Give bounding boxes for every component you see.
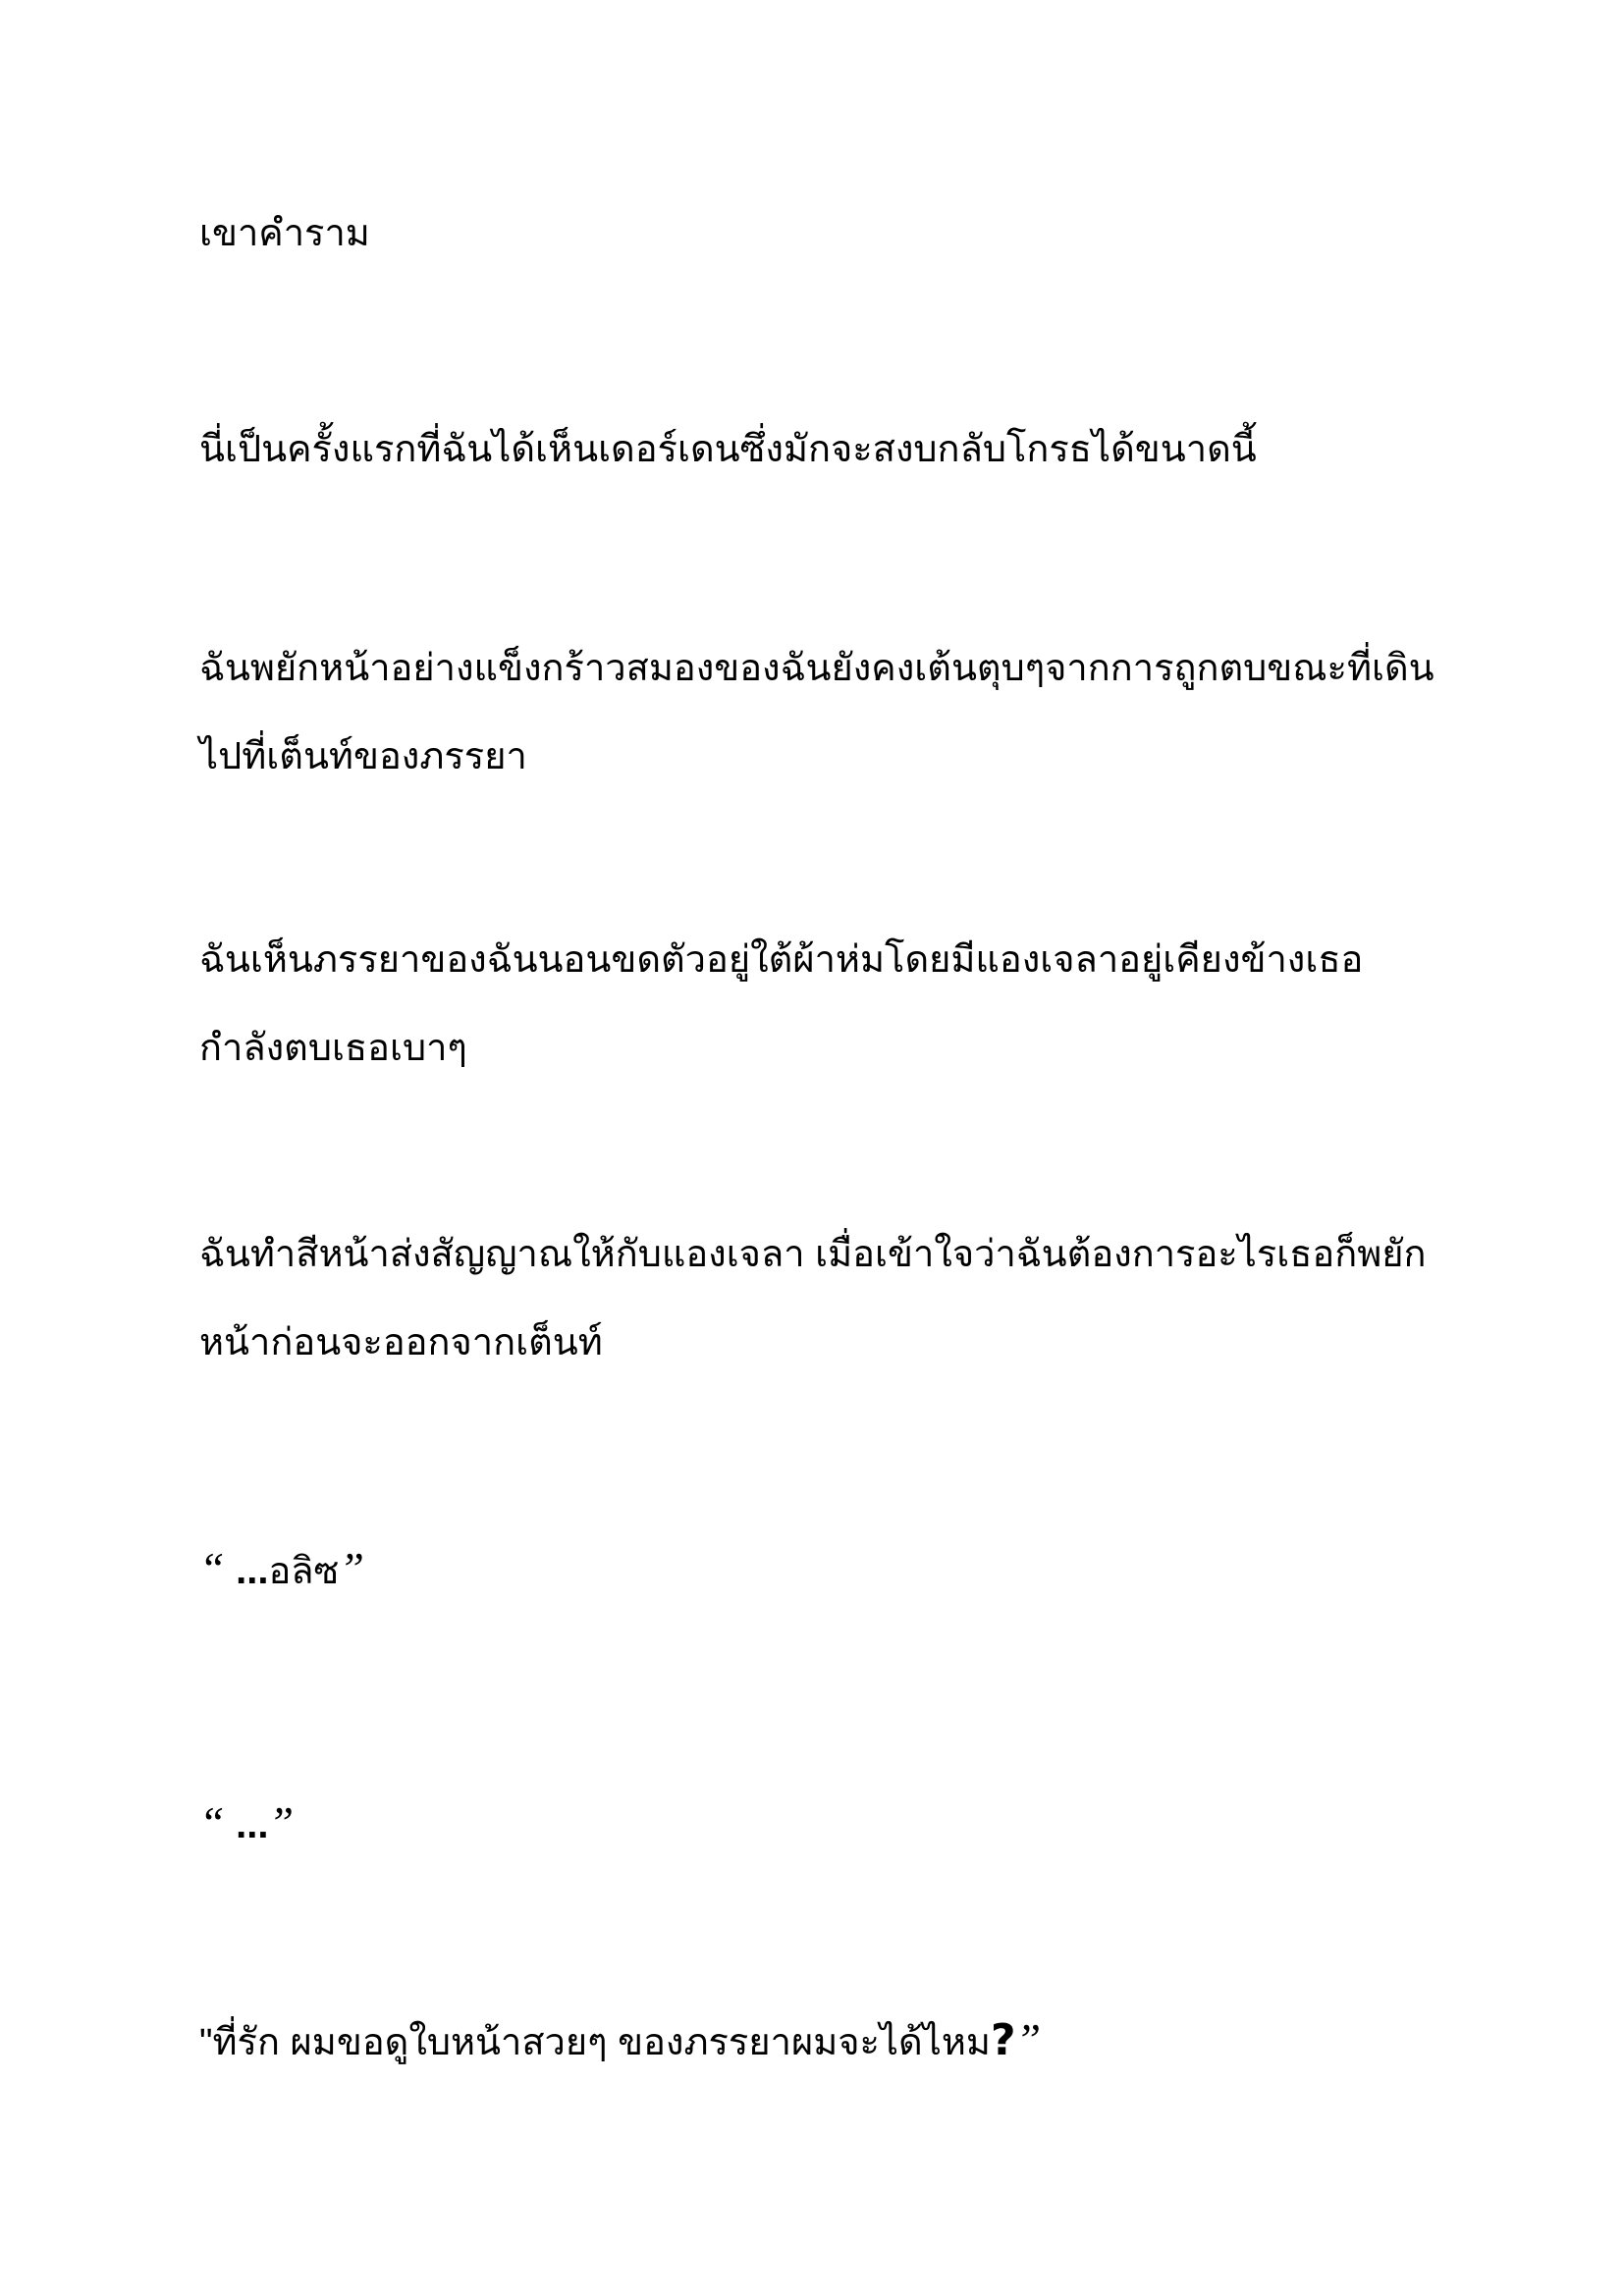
dialogue-line: [199, 1996, 1436, 2087]
paragraph: ฉันเห็นภรรยาของฉันนอนขดตัวอยู่ใต้ผ้าห่มโดยมีแองเจลาอยู่เคียงข้างเธอกำลังตบเธอเบาๆ: [199, 939, 1364, 1069]
dialogue-text: อลิซ: [268, 1551, 340, 1592]
open-quote: ": [199, 2022, 213, 2063]
paragraph: ฉันพยักหน้าอย่างแข็งกร้าวสมองของฉันยังคงเต้นตุบๆจากการถูกตบขณะที่เดินไปที่เต็นท์ของภรรยา: [199, 648, 1435, 777]
close-quote: ”: [268, 1797, 295, 1847]
paragraph: นี่เป็นครั้งแรกที่ฉันได้เห็นเดอร์เดนซึ่งมักจะสงบกลับโกรธได้ขนาดนี้: [199, 429, 1257, 470]
question-mark: ?: [990, 2015, 1016, 2065]
open-quote: “: [199, 1797, 237, 1847]
dialogue-line: [199, 1524, 1436, 1616]
ellipsis: ...: [236, 1549, 269, 1592]
paragraph: ฉันทำสีหน้าส่งสัญญาณให้กับแองเจลา เมื่อเข้าใจว่าฉันต้องการอะไรเธอก็พยักหน้าก่อนจะออกจากเต็นท์: [199, 1234, 1427, 1363]
paragraph: เขาคำราม: [199, 213, 370, 254]
dialogue-line: [199, 1779, 1436, 1870]
close-quote: ”: [339, 1543, 364, 1593]
ellipsis: ...: [236, 1803, 269, 1846]
open-quote: “: [199, 1543, 237, 1593]
close-quote: ”: [1015, 2014, 1042, 2064]
dialogue-text: ที่รัก ผมขอดูใบหน้าสวยๆ ของภรรยาผมจะได้ไหม: [212, 2022, 991, 2063]
